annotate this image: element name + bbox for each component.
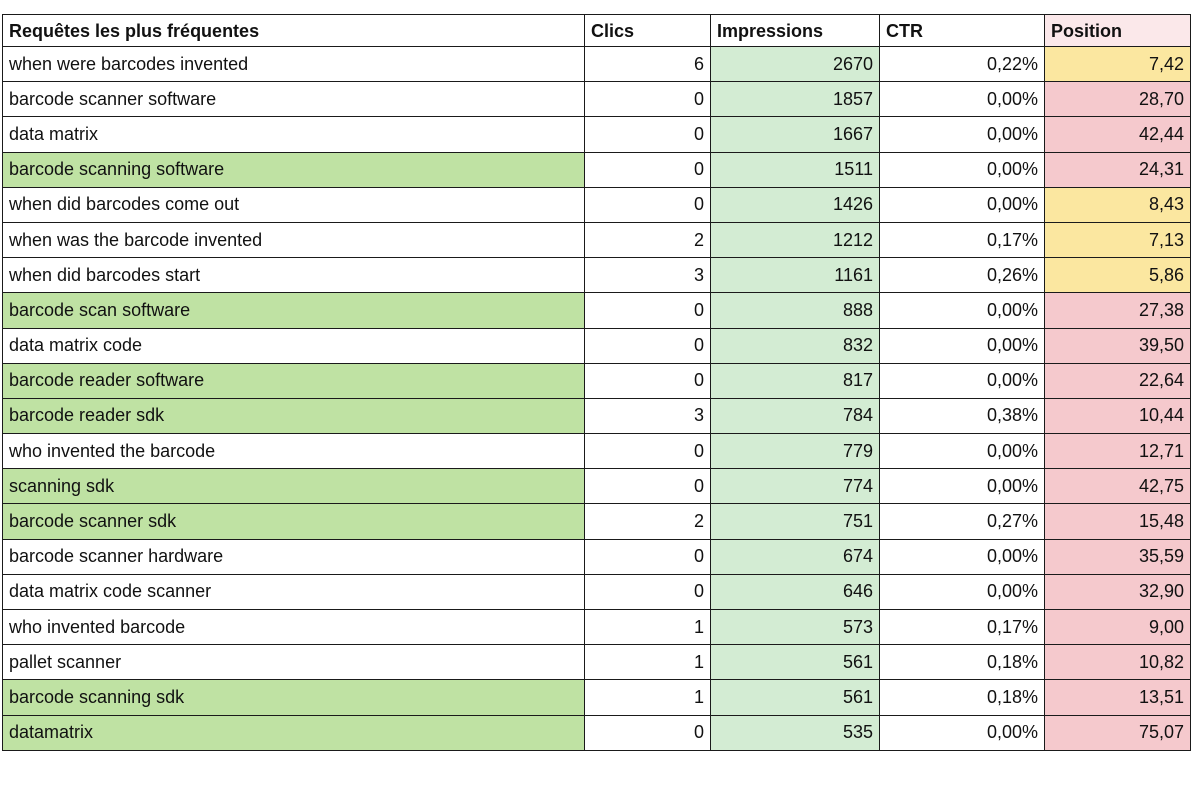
table-row xyxy=(3,363,1191,398)
position-cell[interactable]: 10,44 xyxy=(1045,398,1191,433)
query-cell[interactable]: barcode scanning sdk xyxy=(3,680,585,715)
clics-cell[interactable]: 1 xyxy=(585,680,711,715)
ctr-cell[interactable]: 0,00% xyxy=(880,469,1045,504)
ctr-cell[interactable]: 0,00% xyxy=(880,293,1045,328)
position-cell[interactable]: 15,48 xyxy=(1045,504,1191,539)
impressions-cell[interactable]: 674 xyxy=(711,539,880,574)
query-cell[interactable]: barcode reader sdk xyxy=(3,398,585,433)
ctr-cell[interactable]: 0,00% xyxy=(880,363,1045,398)
query-cell[interactable]: barcode scanner software xyxy=(3,82,585,117)
position-cell[interactable]: 9,00 xyxy=(1045,610,1191,645)
query-cell[interactable]: when did barcodes start xyxy=(3,258,585,293)
ctr-cell[interactable]: 0,38% xyxy=(880,398,1045,433)
table-row xyxy=(3,328,1191,363)
impressions-cell[interactable]: 1511 xyxy=(711,152,880,187)
impressions-cell[interactable]: 561 xyxy=(711,645,880,680)
impressions-cell[interactable]: 1426 xyxy=(711,187,880,222)
clics-cell[interactable]: 0 xyxy=(585,715,711,750)
ctr-cell[interactable]: 0,00% xyxy=(880,82,1045,117)
clics-cell[interactable]: 2 xyxy=(585,504,711,539)
position-cell[interactable]: 27,38 xyxy=(1045,293,1191,328)
position-cell[interactable]: 22,64 xyxy=(1045,363,1191,398)
impressions-cell[interactable]: 817 xyxy=(711,363,880,398)
table-row xyxy=(3,398,1191,433)
clics-cell[interactable]: 0 xyxy=(585,574,711,609)
impressions-cell[interactable]: 561 xyxy=(711,680,880,715)
query-cell[interactable]: barcode scanner sdk xyxy=(3,504,585,539)
table-row xyxy=(3,293,1191,328)
position-cell[interactable]: 28,70 xyxy=(1045,82,1191,117)
position-cell[interactable]: 10,82 xyxy=(1045,645,1191,680)
position-cell[interactable]: 13,51 xyxy=(1045,680,1191,715)
impressions-cell[interactable]: 2670 xyxy=(711,47,880,82)
ctr-cell[interactable]: 0,00% xyxy=(880,715,1045,750)
table-row xyxy=(3,504,1191,539)
header-position[interactable]: Position xyxy=(1045,15,1191,47)
position-cell[interactable]: 7,42 xyxy=(1045,47,1191,82)
position-cell[interactable]: 7,13 xyxy=(1045,222,1191,257)
clics-cell[interactable]: 0 xyxy=(585,363,711,398)
clics-cell[interactable]: 3 xyxy=(585,258,711,293)
clics-cell[interactable]: 0 xyxy=(585,293,711,328)
ctr-cell[interactable]: 0,17% xyxy=(880,610,1045,645)
ctr-cell[interactable]: 0,00% xyxy=(880,152,1045,187)
position-cell[interactable]: 8,43 xyxy=(1045,187,1191,222)
impressions-cell[interactable]: 774 xyxy=(711,469,880,504)
query-cell[interactable]: when were barcodes invented xyxy=(3,47,585,82)
clics-cell[interactable]: 6 xyxy=(585,47,711,82)
clics-cell[interactable]: 0 xyxy=(585,328,711,363)
table-row xyxy=(3,645,1191,680)
ctr-cell[interactable]: 0,00% xyxy=(880,117,1045,152)
clics-cell[interactable]: 3 xyxy=(585,398,711,433)
impressions-cell[interactable]: 1161 xyxy=(711,258,880,293)
position-cell[interactable]: 39,50 xyxy=(1045,328,1191,363)
queries-table xyxy=(2,14,1191,751)
position-cell[interactable]: 42,75 xyxy=(1045,469,1191,504)
ctr-cell[interactable]: 0,18% xyxy=(880,645,1045,680)
table-row xyxy=(3,434,1191,469)
impressions-cell[interactable]: 779 xyxy=(711,434,880,469)
impressions-cell[interactable]: 573 xyxy=(711,610,880,645)
table-row xyxy=(3,82,1191,117)
impressions-cell[interactable]: 784 xyxy=(711,398,880,433)
query-cell[interactable]: pallet scanner xyxy=(3,645,585,680)
impressions-cell[interactable]: 751 xyxy=(711,504,880,539)
position-cell[interactable]: 12,71 xyxy=(1045,434,1191,469)
header-ctr[interactable]: CTR xyxy=(880,15,1045,47)
table-body xyxy=(3,47,1191,751)
clics-cell[interactable]: 1 xyxy=(585,610,711,645)
query-cell[interactable]: when was the barcode invented xyxy=(3,222,585,257)
clics-cell[interactable]: 0 xyxy=(585,539,711,574)
table-row xyxy=(3,152,1191,187)
query-cell[interactable]: when did barcodes come out xyxy=(3,187,585,222)
table-row xyxy=(3,680,1191,715)
ctr-cell[interactable]: 0,00% xyxy=(880,187,1045,222)
ctr-cell[interactable]: 0,27% xyxy=(880,504,1045,539)
table-row xyxy=(3,715,1191,750)
header-impressions[interactable]: Impressions xyxy=(711,15,880,47)
query-cell[interactable]: data matrix xyxy=(3,117,585,152)
ctr-cell[interactable]: 0,22% xyxy=(880,47,1045,82)
header-clics[interactable]: Clics xyxy=(585,15,711,47)
position-cell[interactable]: 5,86 xyxy=(1045,258,1191,293)
table-row xyxy=(3,222,1191,257)
clics-cell[interactable]: 0 xyxy=(585,117,711,152)
ctr-cell[interactable]: 0,18% xyxy=(880,680,1045,715)
ctr-cell[interactable]: 0,00% xyxy=(880,434,1045,469)
table-row xyxy=(3,610,1191,645)
header-query[interactable]: Requêtes les plus fréquentes xyxy=(3,15,585,47)
clics-cell[interactable]: 2 xyxy=(585,222,711,257)
position-cell[interactable]: 75,07 xyxy=(1045,715,1191,750)
query-cell[interactable]: who invented barcode xyxy=(3,610,585,645)
ctr-cell[interactable]: 0,00% xyxy=(880,574,1045,609)
impressions-cell[interactable]: 646 xyxy=(711,574,880,609)
table-row xyxy=(3,47,1191,82)
impressions-cell[interactable]: 535 xyxy=(711,715,880,750)
impressions-cell[interactable]: 1212 xyxy=(711,222,880,257)
table-row xyxy=(3,574,1191,609)
ctr-cell[interactable]: 0,17% xyxy=(880,222,1045,257)
table-row xyxy=(3,187,1191,222)
impressions-cell[interactable]: 832 xyxy=(711,328,880,363)
ctr-cell[interactable]: 0,00% xyxy=(880,539,1045,574)
clics-cell[interactable]: 0 xyxy=(585,469,711,504)
position-cell[interactable]: 32,90 xyxy=(1045,574,1191,609)
clics-cell[interactable]: 0 xyxy=(585,152,711,187)
clics-cell[interactable]: 0 xyxy=(585,82,711,117)
ctr-cell[interactable]: 0,00% xyxy=(880,328,1045,363)
query-cell[interactable]: who invented the barcode xyxy=(3,434,585,469)
table-row xyxy=(3,258,1191,293)
query-cell[interactable]: barcode scan software xyxy=(3,293,585,328)
query-cell[interactable]: barcode scanner hardware xyxy=(3,539,585,574)
query-cell[interactable]: datamatrix xyxy=(3,715,585,750)
position-cell[interactable]: 42,44 xyxy=(1045,117,1191,152)
query-cell[interactable]: barcode scanning software xyxy=(3,152,585,187)
clics-cell[interactable]: 0 xyxy=(585,434,711,469)
table-row xyxy=(3,117,1191,152)
clics-cell[interactable]: 1 xyxy=(585,645,711,680)
query-cell[interactable]: data matrix code scanner xyxy=(3,574,585,609)
ctr-cell[interactable]: 0,26% xyxy=(880,258,1045,293)
table-row xyxy=(3,539,1191,574)
table-row xyxy=(3,469,1191,504)
position-cell[interactable]: 35,59 xyxy=(1045,539,1191,574)
query-cell[interactable]: data matrix code xyxy=(3,328,585,363)
impressions-cell[interactable]: 888 xyxy=(711,293,880,328)
impressions-cell[interactable]: 1857 xyxy=(711,82,880,117)
query-cell[interactable]: scanning sdk xyxy=(3,469,585,504)
query-cell[interactable]: barcode reader software xyxy=(3,363,585,398)
header-row xyxy=(3,15,1191,47)
position-cell[interactable]: 24,31 xyxy=(1045,152,1191,187)
clics-cell[interactable]: 0 xyxy=(585,187,711,222)
impressions-cell[interactable]: 1667 xyxy=(711,117,880,152)
